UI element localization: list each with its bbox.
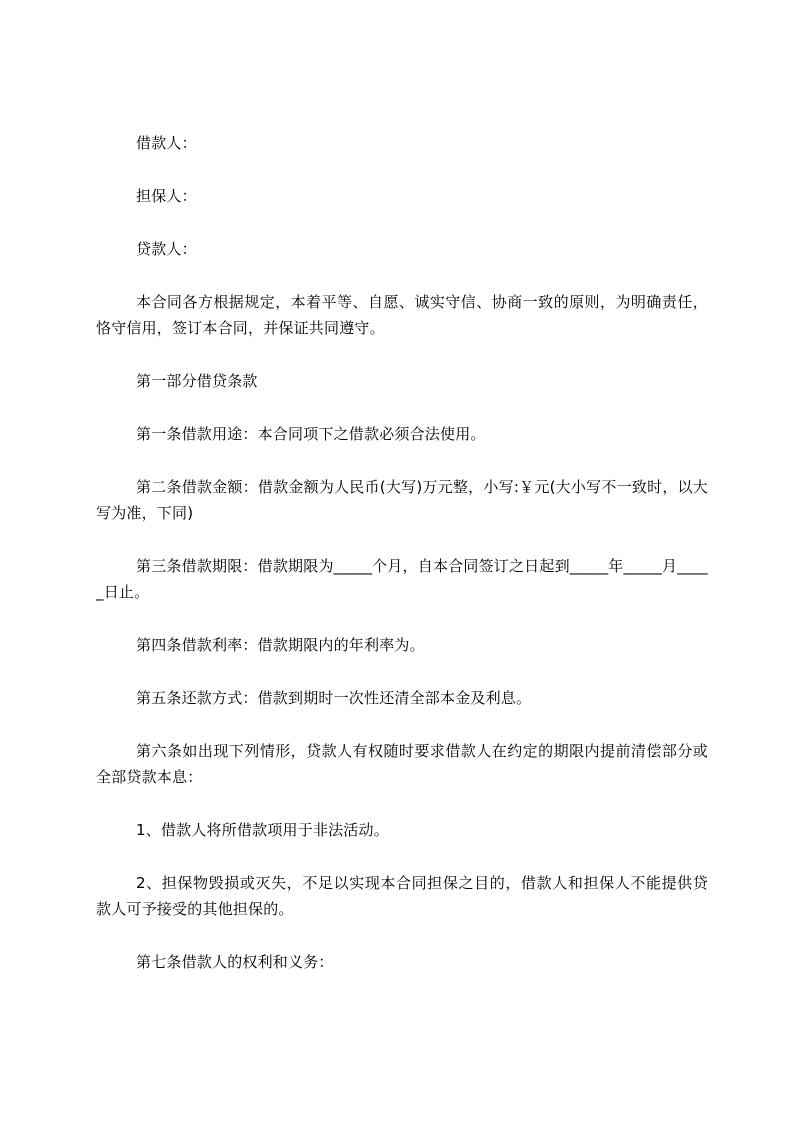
article-1-purpose: 第一条借款用途：本合同项下之借款必须合法使用。 [136,425,486,443]
article-5-repayment: 第五条还款方式：借款到期时一次性还清全部本金及利息。 [136,689,532,707]
clause-6-item-1: 1、借款人将所借款项用于非法活动。 [136,821,389,839]
lender-line: 贷款人： [136,240,197,258]
article-2-amount: 第二条借款金额：借款金额为人民币(大写)万元整，小写:￥元(大小写不一致时，以大写为准，下同) [96,478,708,522]
clause-6-item-2: 2、担保物毁损或灭失，不足以实现本合同担保之目的，借款人和担保人不能提供贷款人可予接受的其他担保的。 [96,874,708,918]
guarantor-line: 担保人： [136,187,197,205]
article-7-heading: 第七条借款人的权利和义务： [136,953,334,971]
preamble-paragraph: 本合同各方根据规定，本着平等、自愿、诚实守信、协商一致的原则，为明确责任，恪守信用，签订本合同，并保证共同遵守。 [96,293,708,337]
part-one-heading: 第一部分借贷条款 [136,372,258,390]
article-3-term: 第三条借款期限：借款期限为_____个月，自本合同签订之日起到_____年_____月_____日止。 [96,557,708,601]
document-body [96,130,708,975]
borrower-line: 借款人： [136,134,197,152]
article-6-early-repayment: 第六条如出现下列情形，贷款人有权随时要求借款人在约定的期限内提前清偿部分或全部贷款本息： [96,742,708,786]
article-4-interest-rate: 第四条借款利率：借款期限内的年利率为。 [136,636,425,654]
